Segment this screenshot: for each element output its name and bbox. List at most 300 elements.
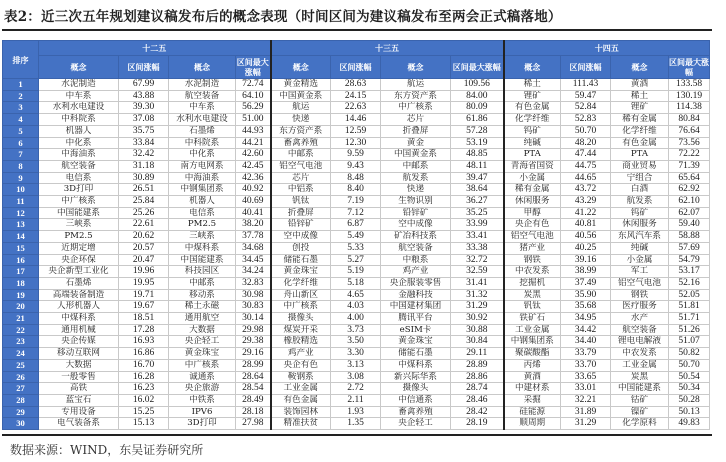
concept-cell: 中国能建系 [611, 383, 669, 395]
rank-cell: 10 [3, 184, 39, 196]
interval-gain-cell: 44.65 [561, 172, 611, 184]
concept-cell: 科技园区 [169, 266, 236, 278]
interval-gain-cell: 20.47 [119, 254, 169, 266]
concept-cell: 舟山新区 [271, 289, 331, 301]
max-gain-cell: 51.07 [669, 336, 710, 348]
interval-gain-cell: 3.13 [331, 359, 381, 371]
concept-cell: 央企旅游 [169, 383, 236, 395]
interval-gain-cell: 30.89 [119, 172, 169, 184]
table-row [3, 125, 710, 137]
interval-gain-cell: 26.51 [119, 184, 169, 196]
concept-cell: 稀有金属 [611, 114, 669, 126]
concept-cell: 工业金属 [504, 324, 561, 336]
max-gain-cell: 73.56 [669, 137, 710, 149]
max-gain-cell: 28.64 [236, 371, 271, 383]
col-header-max-interval-gain: 区间最大涨幅 [451, 56, 504, 79]
concept-cell: 猪产业 [504, 242, 561, 254]
table-row [3, 149, 710, 161]
concept-cell: 镍矿 [611, 406, 669, 418]
col-header-max-interval-gain: 区间最大涨幅 [236, 57, 269, 77]
interval-gain-cell: 7.12 [331, 207, 381, 219]
concept-cell: 中国能建系 [169, 254, 236, 266]
concept-cell: 航发系 [381, 172, 451, 184]
max-gain-cell: 65.64 [669, 172, 710, 184]
col-header-concept: 概念 [381, 56, 451, 79]
rank-cell: 3 [3, 102, 39, 114]
max-gain-cell: 32.72 [451, 254, 504, 266]
table-row [3, 160, 710, 172]
interval-gain-cell: 37.49 [561, 277, 611, 289]
concept-cell: 航运 [381, 79, 451, 91]
concept-cell: 中国黄金系 [271, 90, 331, 102]
interval-gain-cell: 31.18 [119, 160, 169, 172]
concept-cell: 中海油系 [169, 172, 236, 184]
interval-gain-cell: 16.93 [119, 336, 169, 348]
max-gain-cell: 28.89 [451, 359, 504, 371]
col-header-concept: 概念 [611, 56, 669, 79]
max-gain-cell: 62.07 [669, 207, 710, 219]
concept-cell: 央企环保 [39, 254, 119, 266]
concept-cell: 中钢集团系 [504, 336, 561, 348]
max-gain-cell: 50.13 [669, 406, 710, 418]
concept-cell: 中广核系 [39, 196, 119, 208]
rank-header: 排序 [3, 41, 39, 79]
max-gain-cell: 80.09 [451, 102, 504, 114]
max-gain-cell: 28.46 [451, 394, 504, 406]
concept-cell: 摄像头 [271, 313, 331, 325]
interval-gain-cell: 9.43 [331, 160, 381, 172]
concept-cell: 黄金精选 [271, 79, 331, 91]
concept-cell: 铁矿石 [504, 313, 561, 325]
table-row [3, 231, 710, 243]
concept-cell: 芯片 [271, 172, 331, 184]
rank-cell: 16 [3, 254, 39, 266]
concept-cell: 新兴际华系 [381, 371, 451, 383]
max-gain-cell: 50.54 [669, 371, 710, 383]
rank-cell: 27 [3, 383, 39, 395]
max-gain-cell: 30.84 [451, 336, 504, 348]
max-gain-cell: 57.69 [669, 242, 710, 254]
concept-cell: 稀土永磁 [169, 301, 236, 313]
interval-gain-cell: 5.19 [331, 266, 381, 278]
concept-cell: 中农发系 [611, 348, 669, 360]
concept-cell: 创投 [271, 242, 331, 254]
concept-cell: 3D打印 [39, 184, 119, 196]
concept-cell: 锂矿 [611, 102, 669, 114]
concept-cell: 诚通系 [169, 371, 236, 383]
concept-cell: 高铁 [39, 383, 119, 395]
rank-cell: 23 [3, 336, 39, 348]
concept-cell: 采掘 [504, 394, 561, 406]
concept-cell: 航空装备 [169, 90, 236, 102]
concept-cell: 锂电电解液 [611, 336, 669, 348]
group-header-12th-plan: 十二五 [39, 41, 271, 56]
concept-cell: 军工 [611, 266, 669, 278]
max-gain-cell: 37.78 [236, 231, 271, 243]
max-gain-cell: 30.92 [451, 313, 504, 325]
max-gain-cell: 38.20 [236, 219, 271, 231]
concept-cell: 中建材系 [504, 383, 561, 395]
concept-cell: 中钢集团系 [169, 184, 236, 196]
group-header-14th-plan: 十四五 [504, 41, 710, 56]
rank-cell: 17 [3, 266, 39, 278]
concept-cell: 大数据 [39, 359, 119, 371]
interval-gain-cell: 41.22 [561, 207, 611, 219]
concept-cell: 工业金属 [611, 359, 669, 371]
concept-cell: 橡胶精选 [271, 336, 331, 348]
col-header-concept: 概念 [504, 56, 561, 79]
rank-cell: 4 [3, 114, 39, 126]
concept-cell: 医疗服务 [611, 301, 669, 313]
max-gain-cell: 50.28 [669, 394, 710, 406]
concept-cell: 锂矿 [504, 90, 561, 102]
interval-gain-cell: 5.27 [331, 254, 381, 266]
interval-gain-cell: 19.96 [119, 266, 169, 278]
interval-gain-cell: 22.61 [119, 219, 169, 231]
max-gain-cell: 59.40 [669, 219, 710, 231]
max-gain-cell: 30.14 [236, 313, 271, 325]
concept-cell: 丙烯 [504, 359, 561, 371]
concept-cell: 钒钛 [271, 196, 331, 208]
interval-gain-cell: 15.25 [119, 406, 169, 418]
rank-cell: 11 [3, 196, 39, 208]
rank-cell: 26 [3, 371, 39, 383]
max-gain-cell: 130.19 [669, 90, 710, 102]
interval-gain-cell: 24.15 [331, 90, 381, 102]
interval-gain-cell: 33.79 [561, 348, 611, 360]
concept-cell: 中煤科系 [39, 313, 119, 325]
interval-gain-cell: 33.84 [119, 137, 169, 149]
table-row [3, 371, 710, 383]
concept-cell: 矿冶科技系 [381, 231, 451, 243]
table-row [3, 277, 710, 289]
interval-gain-cell: 22.63 [331, 102, 381, 114]
max-gain-cell: 48.85 [451, 149, 504, 161]
concept-cell: 中科院系 [169, 137, 236, 149]
concept-cell: 生物识别 [381, 196, 451, 208]
interval-gain-cell: 38.99 [561, 266, 611, 278]
max-gain-cell: 61.86 [451, 114, 504, 126]
concept-cell: 钢铁 [611, 289, 669, 301]
concept-cell: 小金属 [611, 254, 669, 266]
interval-gain-cell: 59.47 [561, 90, 611, 102]
interval-gain-cell: 3.30 [331, 348, 381, 360]
concept-cell: 中信通系 [381, 394, 451, 406]
concept-cell: 一般零售 [39, 371, 119, 383]
max-gain-cell: 34.68 [236, 242, 271, 254]
max-gain-cell: 28.99 [236, 359, 271, 371]
concept-cell: 鸡产业 [271, 348, 331, 360]
interval-gain-cell: 5.49 [331, 231, 381, 243]
rank-cell: 12 [3, 207, 39, 219]
concept-cell: 中化系 [169, 149, 236, 161]
interval-gain-cell: 8.40 [331, 184, 381, 196]
concept-cell: 折叠屏 [381, 125, 451, 137]
concept-cell: 稀土 [611, 90, 669, 102]
rank-cell: 2 [3, 90, 39, 102]
concept-cell: 人形机器人 [39, 301, 119, 313]
table-body [3, 79, 710, 430]
concept-cell: 化学纤维 [504, 114, 561, 126]
max-gain-cell: 32.59 [451, 266, 504, 278]
col-header-interval-gain: 区间涨幅 [331, 56, 381, 79]
concept-cell: 钨矿 [611, 207, 669, 219]
max-gain-cell: 54.79 [669, 254, 710, 266]
interval-gain-cell: 4.00 [331, 313, 381, 325]
rank-cell: 20 [3, 301, 39, 313]
table-row [3, 114, 710, 126]
max-gain-cell: 53.17 [669, 266, 710, 278]
max-gain-cell: 53.19 [451, 137, 504, 149]
table-row [3, 207, 710, 219]
concept-cell: 中煤科系 [169, 242, 236, 254]
concept-cell: 化学纤维 [611, 125, 669, 137]
interval-gain-cell: 18.51 [119, 313, 169, 325]
max-gain-cell: 28.19 [451, 418, 504, 430]
col-header-concept: 概念 [169, 56, 236, 79]
concept-cell: 中化系 [39, 137, 119, 149]
max-gain-cell: 56.29 [236, 102, 271, 114]
max-gain-cell: 33.99 [451, 219, 504, 231]
concept-cell: 空中成像 [271, 231, 331, 243]
max-gain-cell: 31.41 [451, 277, 504, 289]
table-row [3, 359, 710, 371]
concept-cell: 储能石墨 [381, 348, 451, 360]
concept-cell: 电信系 [39, 172, 119, 184]
concept-cell: 央企新型工业化 [39, 266, 119, 278]
max-gain-cell: 50.70 [669, 359, 710, 371]
concept-cell: 中邮系 [169, 277, 236, 289]
concept-cell: 中国能建系 [39, 207, 119, 219]
concept-cell: 航运 [271, 102, 331, 114]
table-row [3, 418, 710, 430]
max-gain-cell: 51.71 [669, 313, 710, 325]
max-gain-cell: 40.41 [236, 207, 271, 219]
top-rule-divider [2, 29, 712, 31]
concept-cell: 黄金 [381, 137, 451, 149]
concept-cell: 央企服装零售 [381, 277, 451, 289]
table-row [3, 394, 710, 406]
concept-cell: 腾讯平台 [381, 313, 451, 325]
interval-gain-cell: 16.02 [119, 394, 169, 406]
interval-gain-cell: 52.83 [561, 114, 611, 126]
concept-cell: 黄金珠宝 [381, 336, 451, 348]
concept-cell: 钴矿 [611, 394, 669, 406]
concept-cell: 央企轻工 [381, 418, 451, 430]
concept-cell: 中邮系 [381, 160, 451, 172]
concept-cell: 机器人 [169, 196, 236, 208]
rank-cell: 29 [3, 406, 39, 418]
concept-cell: 中国黄金系 [381, 149, 451, 161]
rank-cell: 25 [3, 359, 39, 371]
max-gain-cell: 62.10 [669, 196, 710, 208]
concept-cell: 挖掘机 [504, 277, 561, 289]
interval-gain-cell: 4.65 [331, 289, 381, 301]
concept-cell: 中海油系 [39, 149, 119, 161]
max-gain-cell: 35.25 [451, 207, 504, 219]
rank-cell: 7 [3, 149, 39, 161]
concept-cell: 通用机械 [39, 324, 119, 336]
max-gain-cell: 29.38 [236, 336, 271, 348]
concept-cell: 水利水电建设 [169, 114, 236, 126]
max-gain-cell: 114.38 [669, 102, 710, 114]
table-row [3, 383, 710, 395]
concept-cell: 航发系 [611, 196, 669, 208]
concept-cell: 工业金属 [271, 383, 331, 395]
concept-cell: 化学原料 [611, 418, 669, 430]
concept-cell: 小金属 [504, 172, 561, 184]
concept-cell: 化学纤维 [271, 277, 331, 289]
max-gain-cell: 31.32 [451, 289, 504, 301]
interval-gain-cell: 15.13 [119, 418, 169, 430]
interval-gain-cell: 34.42 [561, 324, 611, 336]
concept-cell: 有色金属 [271, 394, 331, 406]
interval-gain-cell: 35.90 [561, 289, 611, 301]
max-gain-cell: 28.54 [236, 383, 271, 395]
concept-cell: 电信系 [169, 207, 236, 219]
interval-gain-cell: 1.93 [331, 406, 381, 418]
rank-cell: 5 [3, 125, 39, 137]
max-gain-cell: 30.83 [236, 301, 271, 313]
table-row [3, 242, 710, 254]
concept-cell: 中广核系 [169, 359, 236, 371]
interval-gain-cell: 32.21 [561, 394, 611, 406]
interval-gain-cell: 19.71 [119, 289, 169, 301]
concept-cell: 水泥制造 [39, 79, 119, 91]
table-row [3, 137, 710, 149]
interval-gain-cell: 44.75 [561, 160, 611, 172]
interval-gain-cell: 3.73 [331, 324, 381, 336]
interval-gain-cell: 20.62 [119, 231, 169, 243]
concept-cell: 中邮系 [271, 149, 331, 161]
max-gain-cell: 57.28 [451, 125, 504, 137]
bottom-rule-divider [2, 434, 712, 436]
interval-gain-cell: 28.63 [331, 79, 381, 91]
concept-cell: 央企传媒 [39, 336, 119, 348]
concept-cell: 快递 [271, 114, 331, 126]
concept-cell: 中车系 [169, 102, 236, 114]
concept-cell: 铝空气电池 [271, 160, 331, 172]
interval-gain-cell: 17.28 [119, 324, 169, 336]
concept-cell: 装饰园林 [271, 406, 331, 418]
interval-gain-cell: 16.23 [119, 383, 169, 395]
concept-cell: 通用航空 [169, 313, 236, 325]
concept-cell: 中车系 [39, 90, 119, 102]
interval-gain-cell: 32.42 [119, 149, 169, 161]
interval-gain-cell: 43.88 [119, 90, 169, 102]
max-gain-cell: 76.64 [669, 125, 710, 137]
max-gain-cell: 40.92 [236, 184, 271, 196]
concept-cell: 宁组合 [611, 172, 669, 184]
max-gain-cell: 44.21 [236, 137, 271, 149]
col-header-concept: 概念 [271, 56, 331, 79]
rank-cell: 9 [3, 172, 39, 184]
concept-cell: 三峡系 [39, 219, 119, 231]
concept-cell: 中农发系 [504, 266, 561, 278]
interval-gain-cell: 40.56 [561, 231, 611, 243]
interval-gain-cell: 5.33 [331, 242, 381, 254]
max-gain-cell: 36.27 [451, 196, 504, 208]
interval-gain-cell: 33.70 [561, 359, 611, 371]
interval-gain-cell: 43.72 [561, 184, 611, 196]
concept-cell: 畜禽养殖 [271, 137, 331, 149]
concept-cell: 黄酒 [504, 371, 561, 383]
interval-gain-cell: 9.59 [331, 149, 381, 161]
concept-cell: 中粮系 [381, 254, 451, 266]
interval-gain-cell: 7.19 [331, 196, 381, 208]
max-gain-cell: 62.92 [669, 184, 710, 196]
max-gain-cell: 80.84 [669, 114, 710, 126]
rank-cell: 19 [3, 289, 39, 301]
max-gain-cell: 50.34 [669, 383, 710, 395]
interval-gain-cell: 12.30 [331, 137, 381, 149]
max-gain-cell: 40.69 [236, 196, 271, 208]
max-gain-cell: 84.00 [451, 90, 504, 102]
rank-cell: 13 [3, 219, 39, 231]
col-header-interval-gain: 区间涨幅 [561, 56, 611, 79]
max-gain-cell: 51.81 [669, 301, 710, 313]
concept-cell: 黄金珠宝 [169, 348, 236, 360]
concept-cell: 精准扶贫 [271, 418, 331, 430]
rank-cell: 24 [3, 348, 39, 360]
interval-gain-cell: 39.16 [561, 254, 611, 266]
concept-cell: 铅锌矿 [271, 219, 331, 231]
interval-gain-cell: 37.08 [119, 114, 169, 126]
concept-cell: 稀土 [504, 79, 561, 91]
interval-gain-cell: 3.50 [331, 336, 381, 348]
rank-cell: 15 [3, 242, 39, 254]
concept-cell: 央企有色 [271, 359, 331, 371]
max-gain-cell: 33.38 [451, 242, 504, 254]
concept-cell: 中广核系 [381, 102, 451, 114]
table-row [3, 313, 710, 325]
concept-cell: 专用设备 [39, 406, 119, 418]
table-row [3, 348, 710, 360]
concept-cell: 畜禽养殖 [381, 406, 451, 418]
interval-gain-cell: 6.87 [331, 219, 381, 231]
table-row [3, 254, 710, 266]
concept-cell: 机器人 [39, 125, 119, 137]
interval-gain-cell: 5.18 [331, 277, 381, 289]
table-row [3, 219, 710, 231]
table-row [3, 324, 710, 336]
interval-gain-cell: 33.65 [561, 371, 611, 383]
concept-cell: PM2.5 [39, 231, 119, 243]
concept-cell: 移动互联网 [39, 348, 119, 360]
col-header-max-interval-gain: 区间最大涨幅 [669, 57, 709, 77]
concept-cell: 快递 [381, 184, 451, 196]
concept-cell: 水产 [611, 313, 669, 325]
concept-cell: 金融科技 [381, 289, 451, 301]
concept-cell: eSIM卡 [381, 324, 451, 336]
concept-cell: 黄金珠宝 [271, 266, 331, 278]
interval-gain-cell: 16.28 [119, 371, 169, 383]
data-source-note: 数据来源：WIND，东吴证券研究所 [10, 443, 204, 457]
max-gain-cell: 50.82 [669, 348, 710, 360]
concept-cell: 青海省国资 [504, 160, 561, 172]
max-gain-cell: 34.24 [236, 266, 271, 278]
concept-cell: 空中成像 [381, 219, 451, 231]
concept-cell: 顺周期 [504, 418, 561, 430]
concept-cell: 三峡系 [169, 231, 236, 243]
table-row [3, 102, 710, 114]
max-gain-cell: 51.26 [669, 324, 710, 336]
max-gain-cell: 72.74 [236, 79, 271, 91]
concept-cell: 3D打印 [169, 418, 236, 430]
concept-cell: 水利水电建设 [39, 102, 119, 114]
concept-cell: 白酒 [611, 184, 669, 196]
concept-cell: 石墨烯 [169, 125, 236, 137]
